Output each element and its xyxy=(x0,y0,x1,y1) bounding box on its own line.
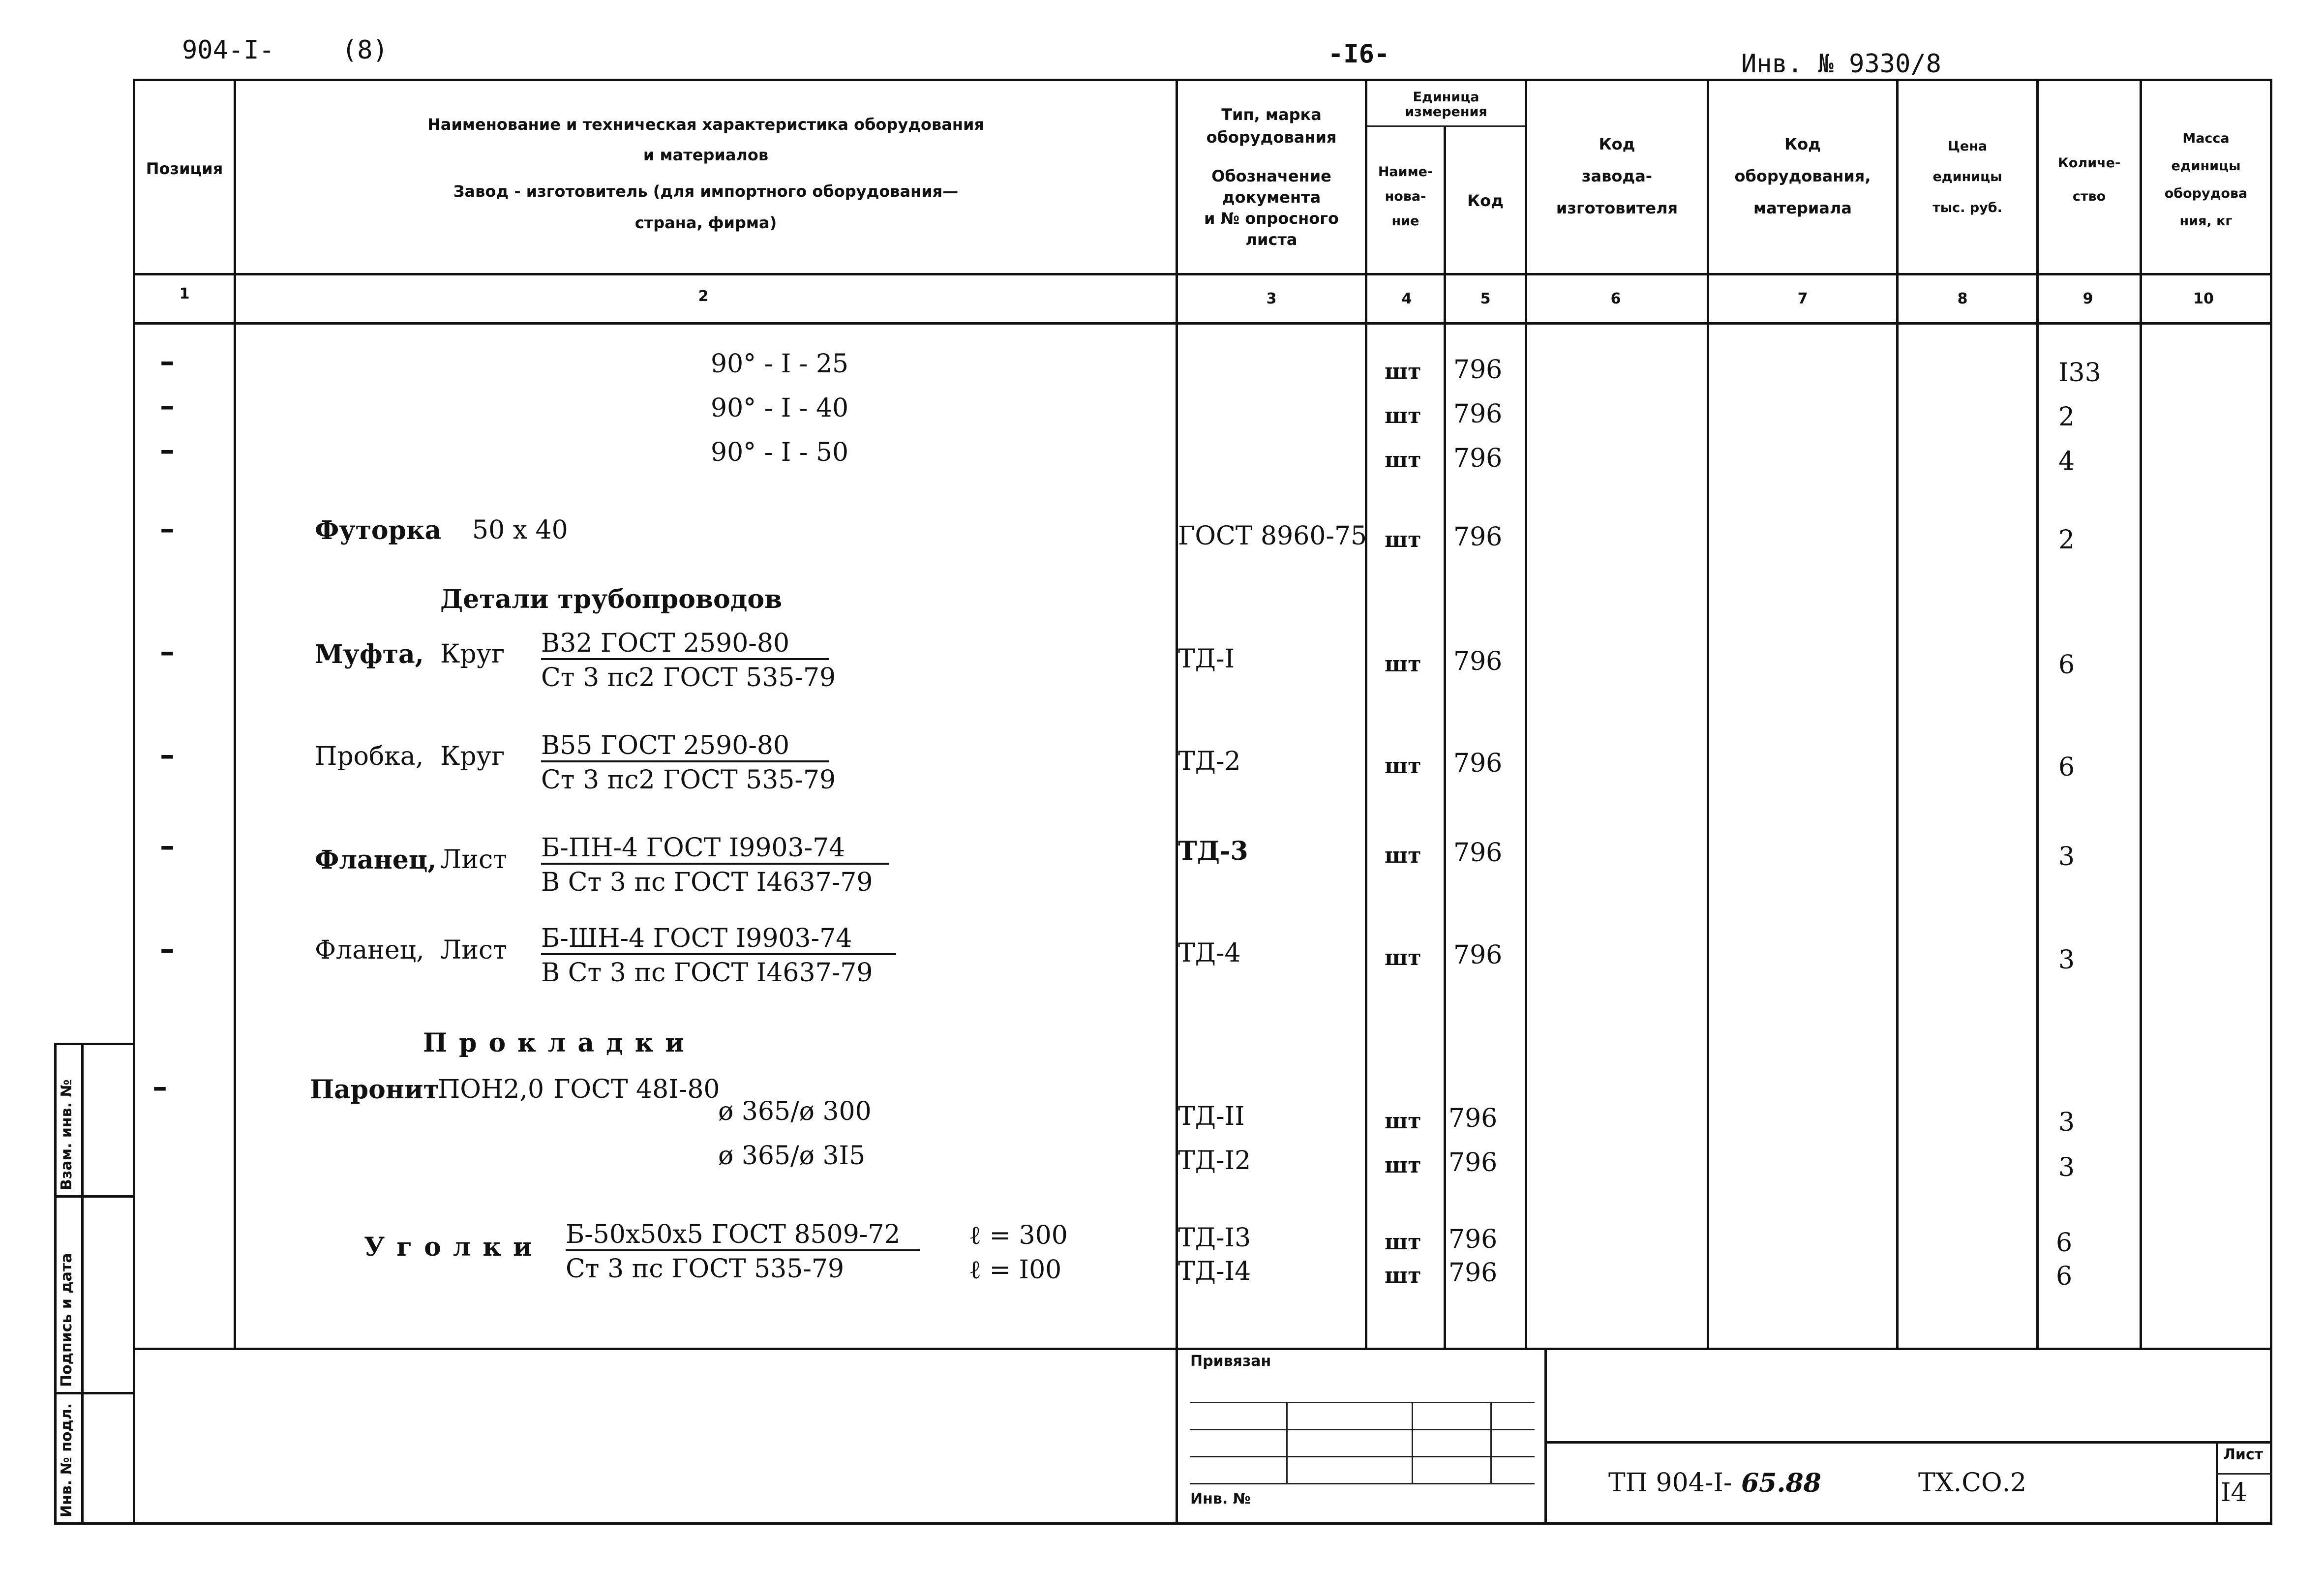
row-position: – xyxy=(160,389,175,423)
row-position: – xyxy=(160,433,175,467)
header-mfr-l1: Код xyxy=(1599,135,1635,153)
row-qty: 6 xyxy=(2058,650,2075,680)
row-material: Лист xyxy=(440,935,507,965)
row-spec-bottom: В Ст 3 пс ГОСТ I4637-79 xyxy=(541,868,873,897)
colnum-7: 7 xyxy=(1797,290,1808,307)
row-name: 90° - I - 25 xyxy=(711,349,849,379)
row-code: 796 xyxy=(1453,838,1503,868)
row-spec-bottom: Ст 3 пс2 ГОСТ 535-79 xyxy=(541,765,836,795)
header-mass-l2: единицы xyxy=(2171,158,2241,174)
row-spec-top: Б-ШН-4 ГОСТ I9903-74 xyxy=(541,924,896,955)
row-spec: ПОН2,0 xyxy=(438,1075,544,1104)
row-spec-bottom: Ст 3 пс2 ГОСТ 535-79 xyxy=(541,663,836,693)
stamp-sheet-label: Лист xyxy=(2223,1446,2264,1463)
row-unit: шт xyxy=(1385,652,1421,677)
header-name-l3: Завод - изготовитель (для импортного оборудования— xyxy=(453,182,959,201)
row-type: ГОСТ 8960-75 xyxy=(1178,521,1367,551)
row-code: 796 xyxy=(1449,1258,1498,1288)
row-code: 796 xyxy=(1449,1148,1498,1177)
row-qty: 2 xyxy=(2058,402,2075,432)
colnum-9: 9 xyxy=(2083,290,2093,307)
row-code: 796 xyxy=(1453,749,1503,778)
row-type: ТД-I3 xyxy=(1178,1223,1251,1253)
row-spec-top: Б-50x50x5 ГОСТ 8509-72 xyxy=(566,1220,920,1251)
header-price-l3: тыс. руб. xyxy=(1932,200,2002,215)
header-unit-code: Код xyxy=(1467,191,1504,210)
row-qty: 6 xyxy=(2056,1262,2073,1291)
row-position: – xyxy=(160,829,175,863)
row-unit: шт xyxy=(1385,1263,1421,1288)
header-type-l4: документа xyxy=(1222,188,1321,207)
row-position: – xyxy=(160,932,175,966)
header-unit-l1: Единица xyxy=(1413,90,1479,105)
header-name-l2: и материалов xyxy=(643,146,769,164)
inventory-number: Инв. № 9330/8 xyxy=(1741,49,1941,79)
row-qty: I33 xyxy=(2058,358,2101,388)
row-unit: шт xyxy=(1385,527,1421,552)
row-type: ТД-3 xyxy=(1178,836,1248,866)
row-code: 796 xyxy=(1449,1225,1498,1254)
row-qty: 3 xyxy=(2058,945,2075,975)
row-code: 796 xyxy=(1453,355,1503,385)
colnum-2: 2 xyxy=(698,288,709,305)
row-position: – xyxy=(160,738,175,772)
header-equip-l2: оборудования, xyxy=(1734,167,1871,185)
header-type-l5: и № опросного xyxy=(1204,209,1339,228)
section-title: Детали трубопроводов xyxy=(440,584,783,614)
row-spec-top: Б-ПН-4 ГОСТ I9903-74 xyxy=(541,833,889,865)
row-name: Паронит xyxy=(310,1075,439,1105)
sidebar-replace-inv: Взам. инв. № xyxy=(58,1079,75,1190)
row-name: Уголки xyxy=(364,1232,544,1262)
row-type: ТД-2 xyxy=(1178,747,1241,776)
header-unit-l2: измерения xyxy=(1405,104,1487,120)
header-unitname-l1: Наиме- xyxy=(1378,164,1433,180)
row-name: Фланец, xyxy=(315,845,437,875)
row-code: 796 xyxy=(1453,399,1503,429)
row-unit: шт xyxy=(1385,1153,1421,1178)
section-title: Прокладки xyxy=(423,1028,696,1058)
row-spec-bottom: В Ст 3 пс ГОСТ I4637-79 xyxy=(541,958,873,988)
colnum-5: 5 xyxy=(1480,290,1491,307)
row-size: ø 365/ø 3I5 xyxy=(718,1141,866,1171)
row-type: ТД-I xyxy=(1178,644,1235,674)
header-mass-l1: Масса xyxy=(2182,131,2230,146)
row-unit: шт xyxy=(1385,945,1421,970)
header-name-l1: Наименование и техническая характеристика оборудования xyxy=(427,115,984,134)
header-mass-l4: ния, кг xyxy=(2179,213,2233,229)
row-name: Футорка xyxy=(315,515,442,545)
header-position: Позиция xyxy=(146,159,223,178)
sidebar-inv-orig: Инв. № подл. xyxy=(58,1403,75,1517)
stamp-inv-label: Инв. № xyxy=(1190,1490,1251,1508)
row-unit: шт xyxy=(1385,448,1421,473)
row-qty: 3 xyxy=(2058,1153,2075,1182)
stamp-document-number: 65.88 xyxy=(1741,1468,1821,1498)
row-size: 50 x 40 xyxy=(472,515,568,545)
header-mfr-l2: завода- xyxy=(1581,167,1653,185)
stamp-document-prefix: ТП 904-I- xyxy=(1608,1468,1732,1498)
row-position: – xyxy=(152,1070,167,1104)
header-unitname-l2: нова- xyxy=(1385,189,1426,204)
row-qty: 6 xyxy=(2056,1228,2073,1258)
row-length: ℓ = I00 xyxy=(969,1255,1062,1285)
row-qty: 2 xyxy=(2058,525,2075,555)
header-price-l2: единицы xyxy=(1932,169,2002,184)
header-qty-l2: ство xyxy=(2072,189,2106,204)
row-qty: 3 xyxy=(2058,1108,2075,1137)
row-type: ТД-4 xyxy=(1178,938,1241,968)
row-type: ТД-II xyxy=(1178,1102,1245,1131)
row-name: Пробка, xyxy=(315,742,424,771)
row-code: 796 xyxy=(1453,444,1503,473)
row-unit: шт xyxy=(1385,359,1421,384)
row-type: ТД-I2 xyxy=(1178,1146,1251,1176)
row-qty: 4 xyxy=(2058,447,2075,476)
header-name-l4: страна, фирма) xyxy=(634,213,777,232)
row-name: 90° - I - 40 xyxy=(711,393,849,423)
row-unit: шт xyxy=(1385,843,1421,868)
row-unit: шт xyxy=(1385,1230,1421,1255)
row-size: ø 365/ø 300 xyxy=(718,1097,872,1126)
stamp-document-code: ТХ.СО.2 xyxy=(1918,1468,2027,1498)
page-number: -I6- xyxy=(1328,39,1390,69)
row-material: Круг xyxy=(440,742,505,771)
variant-label: (8) xyxy=(342,35,388,65)
row-name: Муфта, xyxy=(315,639,424,669)
row-code: 796 xyxy=(1453,522,1503,552)
header-type-l3: Обозначение xyxy=(1211,167,1331,185)
row-unit: шт xyxy=(1385,1109,1421,1134)
row-code: 796 xyxy=(1449,1104,1498,1133)
colnum-10: 10 xyxy=(2193,290,2214,307)
colnum-8: 8 xyxy=(1957,290,1968,307)
row-unit: шт xyxy=(1385,403,1421,428)
row-unit: шт xyxy=(1385,754,1421,779)
colnum-1: 1 xyxy=(179,285,190,302)
header-qty-l1: Количе- xyxy=(2057,155,2121,171)
header-equip-l3: материала xyxy=(1753,199,1852,217)
row-position: – xyxy=(160,634,175,669)
row-gost: ГОСТ 48I-80 xyxy=(553,1075,720,1104)
header-mass-l3: оборудова xyxy=(2164,186,2248,201)
header-unitname-l3: ние xyxy=(1391,213,1419,229)
header-price-l1: Цена xyxy=(1947,139,1988,154)
row-name: 90° - I - 50 xyxy=(711,438,849,467)
header-type-l6: листа xyxy=(1245,230,1298,249)
colnum-4: 4 xyxy=(1401,290,1412,307)
row-material: Лист xyxy=(440,845,507,875)
stamp-sheet-number: I4 xyxy=(2221,1478,2247,1508)
row-qty: 3 xyxy=(2058,842,2075,872)
colnum-3: 3 xyxy=(1266,290,1277,307)
row-spec-top: В32 ГОСТ 2590-80 xyxy=(541,629,829,660)
row-material: Круг xyxy=(440,639,505,669)
stamp-linked-label: Привязан xyxy=(1190,1353,1271,1370)
row-position: – xyxy=(160,344,175,379)
row-spec-bottom: Ст 3 пс ГОСТ 535-79 xyxy=(566,1254,845,1284)
row-position: – xyxy=(160,512,175,546)
row-qty: 6 xyxy=(2058,753,2075,782)
row-length: ℓ = 300 xyxy=(969,1221,1068,1250)
row-name: Фланец, xyxy=(315,935,424,965)
sidebar-sign-date: Подпись и дата xyxy=(58,1253,75,1387)
colnum-6: 6 xyxy=(1610,290,1621,307)
row-spec-top: В55 ГОСТ 2590-80 xyxy=(541,731,829,762)
row-code: 796 xyxy=(1453,647,1503,676)
header-mfr-l3: изготовителя xyxy=(1556,199,1678,217)
series-label: 904-I- xyxy=(182,35,274,65)
header-equip-l1: Код xyxy=(1784,135,1821,153)
header-type-l1: Тип, марка xyxy=(1221,105,1322,124)
row-type: ТД-I4 xyxy=(1178,1257,1251,1286)
row-code: 796 xyxy=(1453,940,1503,970)
header-type-l2: оборудования xyxy=(1206,128,1337,147)
